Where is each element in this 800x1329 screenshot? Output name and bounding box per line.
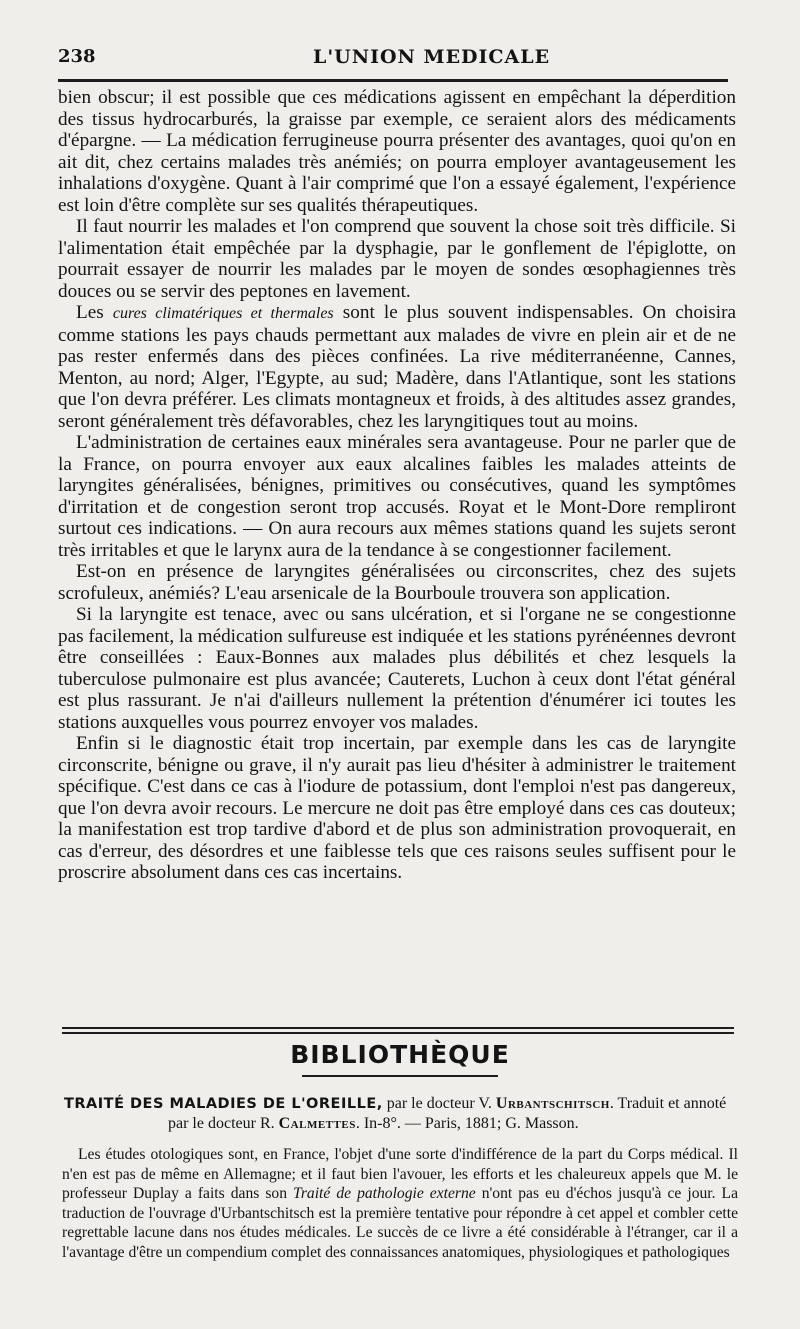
paragraph-1: bien obscur; il est possible que ces médications agissent en empêchant la déperdition des tissus hydrocarburés, la graisse par exemple, ce seraient alors des médicaments d'épargne. — La médication ferrugineuse pourra présenter des avantages, quoi qu'on en ait dit, chez certains malades très anémiés; on pourra employer avantageusement les inhalations d'oxygène. Quant à l'air comprimé que l'on a essayé également, l'expérience est loin d'être complète sur ses qualités thérapeutiques. — [58, 87, 736, 216]
review-italic: Traité de pathologie externe — [293, 1185, 476, 1203]
review-start: Les études otologiques sont, en France, l'objet d'une sorte d'indifférence de la part du Corps médical. Il n'en est pas de même en Allemagne; et il faut bien l'avouer, les efforts et les chaleureux appels que M. le professeur Duplay a faits dans son — [62, 1146, 738, 1203]
section-title-underline — [302, 1075, 498, 1077]
book-title: TRAITÉ DES MALADIES DE L'OREILLE, — [64, 1096, 383, 1112]
book-review — [62, 1145, 738, 1263]
running-title: L'UNION MEDICALE — [313, 46, 551, 68]
paragraph-6: Si la laryngite est tenace, avec ou sans ulcération, et si l'organe ne se congestionne pas facilement, la médication sulfureuse est indiquée et les stations pyrénéennes devront être conseillées : Eaux-Bonnes aux malades plus débilités et chez lesquels la tuberculose pulmonaire est plus avancée; Cauterets, Luchon à ceux dont l'état général est plus rassurant. Je n'ai d'ailleurs nullement la prétention d'énumérer ici toutes les stations auxquelles vous pourrez envoyer vos malades. — [58, 604, 736, 733]
book-translated: . Traduit et annoté — [609, 1095, 727, 1112]
book-author: Urbantschitsch — [495, 1095, 610, 1112]
book-entry-line-2 — [64, 1114, 736, 1133]
section-title: BIBLIOTHÈQUE — [290, 1040, 510, 1069]
section-divider — [62, 1027, 734, 1034]
paragraph-7: Enfin si le diagnostic était trop incertain, par exemple dans les cas de laryngite circonscrite, bénigne ou grave, il n'y aurait pas lieu d'hésiter à administrer le traitement spécifique. C'est dans ce cas à l'iodure de potassium, dont l'emploi n'est pas dangereux, que l'on devra avoir recours. Le mercure ne doit pas être employé dans ces cas douteux; la manifestation est trop tardive d'abord et de plus son administration provoquerait, en cas d'erreur, des désordres et une faiblesse tels que ces raisons seules suffisent pour le proscrire absolument dans ces cas incertains. — [58, 733, 736, 883]
book-details: . In-8°. — Paris, 1881; G. Masson. — [355, 1115, 579, 1132]
paragraph-2: Il faut nourrir les malades et l'on comprend que souvent la chose soit très difficile. Si l'alimentation était empêchée par la dysphagie, par le gonflement de l'épiglotte, on pourrait essayer de nourrir les malades par le moyen de sondes œsophagiennes très douces ou se servir des peptones en lavement. — [58, 216, 736, 302]
book-by-2: par le docteur R. — [168, 1115, 279, 1132]
review-rest: n'ont pas eu d'échos jusqu'à ce jour. La traduction de l'ouvrage d'Urbantschitsch est la première tentative pour répondre à cet appel et combler cette regrettable lacune dans nos études médicales. Le succès de ce livre a été considérable à l'étranger, car il a l'avantage d'être un compendium complet des connaissances anatomiques, physiologiques et pathologiques — [62, 1185, 738, 1261]
paragraph-3-rest: sont le plus souvent indispensables. On choisira comme stations les pays chauds permettant aux malades de vivre en plein air et de ne pas rester enfermés dans des pièces confinées. La rive méditerranéenne, Cannes, Menton, au nord; Alger, l'Egypte, au sud; Madère, dans l'Atlantique, sont les stations que l'on devra préférer. Les climats montagneux et froids, à des altitudes assez grandes, seront généralement très défavorables, chez les laryngitiques tout au moins. — [58, 302, 736, 432]
paragraph-3 — [58, 302, 736, 432]
page-number: 238 — [58, 46, 96, 67]
paragraph-4: L'administration de certaines eaux minérales sera avantageuse. Pour ne parler que de la France, on pourra envoyer aux eaux alcalines faibles les malades atteints de laryngites généralisées, bénignes, primitives ou consécutives, quand les symptômes d'irritation et de congestion seront trop accusés. Royat et le Mont-Dore rempliront surtout ces indications. — On aura recours aux mêmes stations quand les sujets seront très irritables et que le larynx aura de la tendance à se congestionner facilement. — [58, 432, 736, 561]
book-translator: Calmettes — [278, 1115, 356, 1132]
paragraph-3-start: Les — [76, 302, 113, 323]
page-header — [58, 44, 728, 72]
paragraph-5: Est-on en présence de laryngites généralisées ou circonscrites, chez des sujets scrofuleux, anémiés? L'eau arsenicale de la Bourboule trouvera son application. — [58, 561, 736, 604]
book-entry — [64, 1094, 736, 1133]
header-rule — [58, 79, 728, 82]
article-body — [58, 87, 736, 884]
review-paragraph — [62, 1145, 738, 1263]
book-by: par le docteur V. — [382, 1095, 496, 1112]
italic-phrase: cures climatériques et thermales — [112, 305, 334, 322]
